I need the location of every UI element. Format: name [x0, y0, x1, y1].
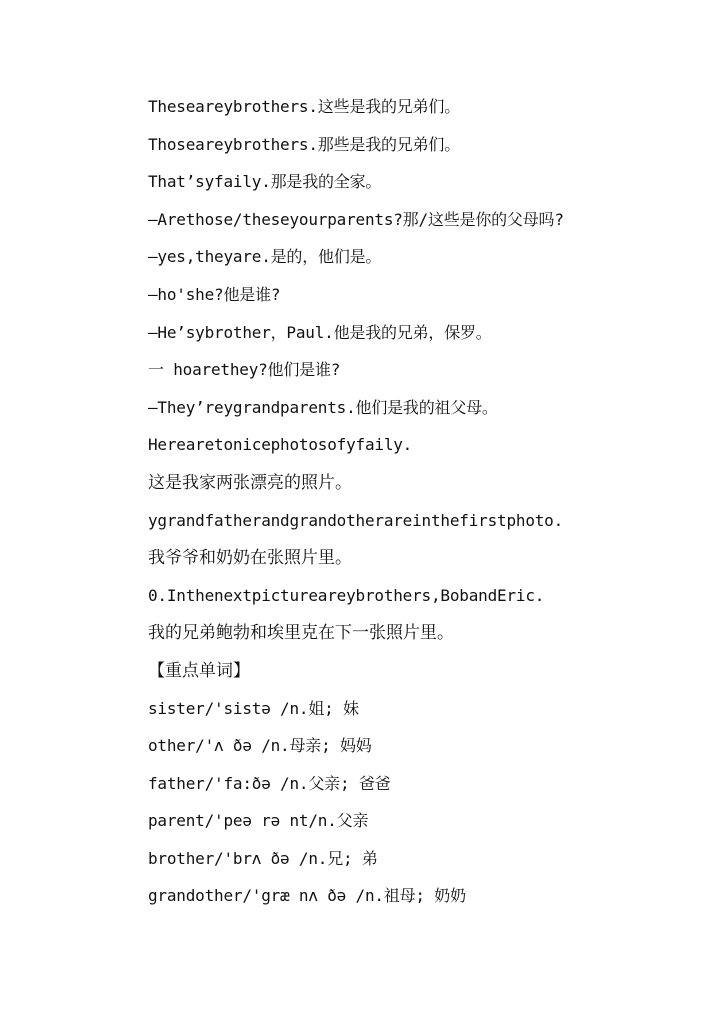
vocab-entry-brother: brother/'brʌ ðə /n.兄; 弟	[148, 848, 378, 868]
section-heading-key-words: 【重点单词】	[148, 660, 250, 681]
text-line-7: —He’sybrother，Paul.他是我的兄弟，保罗。	[148, 322, 492, 342]
vocab-entry-grandmother: grandother/'græ nʌ ðə /n.祖母; 奶奶	[148, 886, 466, 906]
text-line-3: That’syfaily.那是我的全家。	[148, 172, 382, 192]
document-text-body	[148, 92, 688, 919]
text-line-5: —yes,theyare.是的，他们是。	[148, 247, 382, 267]
text-line-14: 0.Inthenextpictureareybrothers,BobandEric.	[148, 585, 545, 605]
text-line-12: ygrandfatherandgrandotherareinthefirstphoto.	[148, 510, 564, 530]
text-line-15: 我的兄弟鲍勃和埃里克在下一张照片里。	[148, 623, 454, 644]
text-line-6: —ho'she?他是谁?	[148, 284, 281, 304]
text-line-10: Herearetonicephotosofyfaily.	[148, 435, 413, 455]
text-line-8: 一 hoarethey?他们是谁?	[148, 360, 341, 380]
vocab-entry-father: father/'fa:ðə /n.父亲; 爸爸	[148, 773, 391, 793]
text-line-2: Thoseareybrothers.那些是我的兄弟们。	[148, 134, 460, 154]
text-line-9: —They’reygrandparents.他们是我的祖父母。	[148, 397, 498, 417]
vocab-entry-sister: sister/'sistə /n.姐; 妹	[148, 698, 359, 718]
text-line-1: Theseareybrothers.这些是我的兄弟们。	[148, 97, 460, 116]
text-line-11: 这是我家两张漂亮的照片。	[148, 472, 352, 493]
text-line-4: —Arethose/theseyourparents?那/这些是你的父母吗?	[148, 209, 564, 229]
text-line-13: 我爷爷和奶奶在张照片里。	[148, 548, 352, 569]
vocab-entry-mother: other/'ʌ ðə /n.母亲; 妈妈	[148, 736, 372, 756]
vocab-entry-parent: parent/'peə rə nt/n.父亲	[148, 811, 369, 831]
